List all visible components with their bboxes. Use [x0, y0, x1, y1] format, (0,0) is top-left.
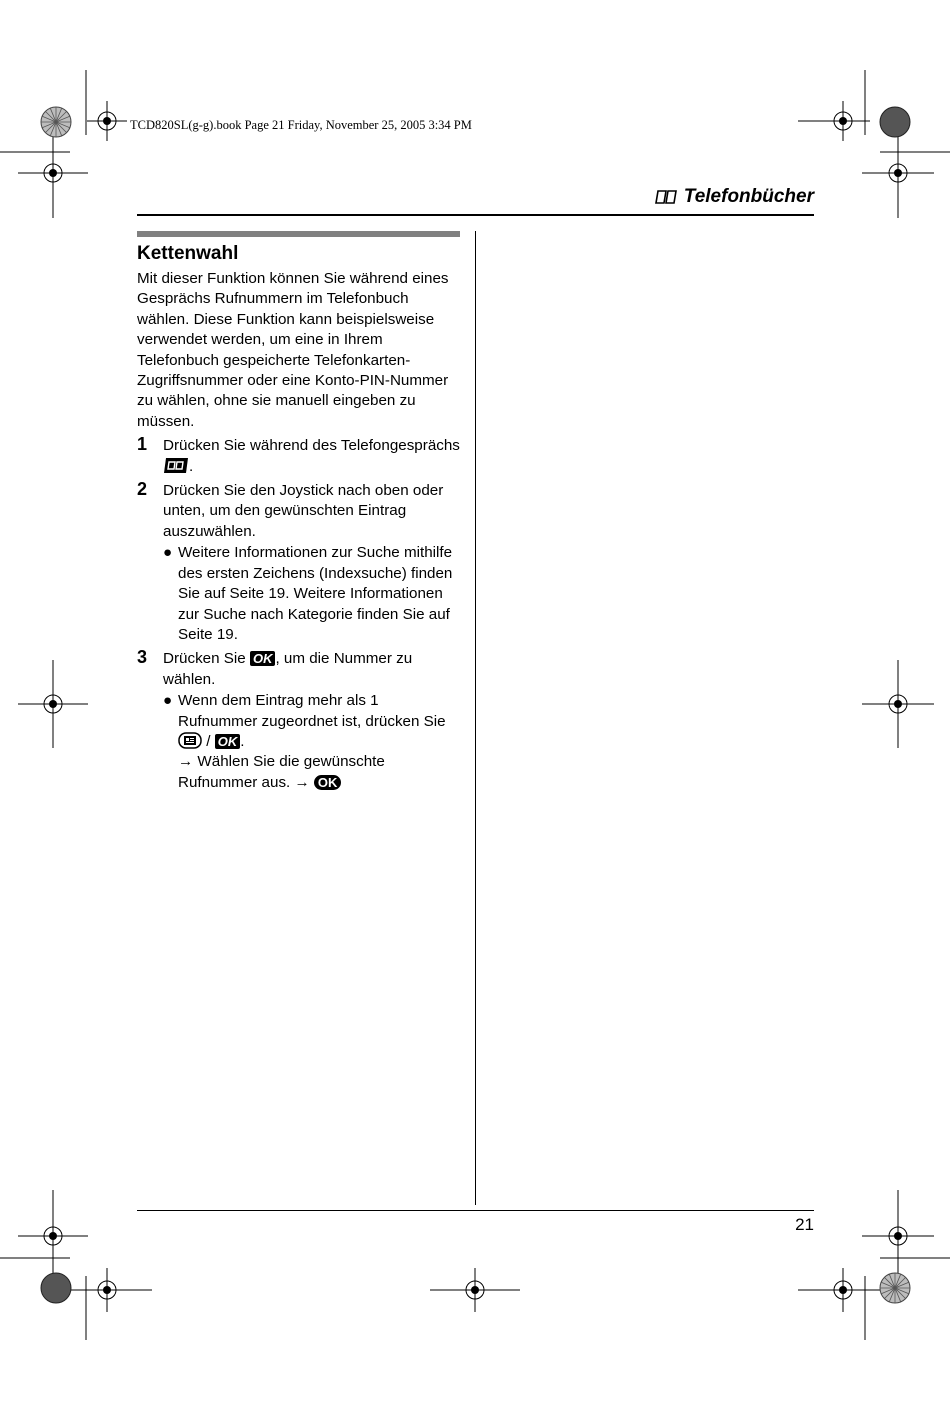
step-number: 2 [137, 479, 148, 500]
intro-text: Mit dieser Funktion können Sie während eines Gesprächs Rufnummern im Telefonbuch wählen. Diese Funktion kann beispielsweise verwendet werden, um eine in Ihrem Telefonbuch gespeicherte Telefonkarten-Zugriffsnummer oder eine Konto-PIN-Nummer zu wählen, ohne sie manuell eingeben zu müssen. [137, 270, 449, 430]
bullet-mark: ● [163, 692, 173, 710]
bullet-separator: / [206, 732, 211, 750]
column-divider [475, 231, 476, 1205]
bullet-text-post: Wählen Sie die gewünschte Rufnummer aus. [178, 753, 385, 791]
bullet-period: . [240, 732, 245, 750]
ok-key-icon: OK [314, 775, 342, 790]
step-text: Drücken Sie während des Telefongesprächs [163, 437, 460, 455]
ok-key-icon: OK [215, 734, 241, 749]
arrow-icon: → [294, 773, 310, 791]
contact-card-key-icon [178, 732, 202, 749]
step-bullet [163, 543, 462, 645]
bullet-mark: ● [163, 544, 173, 562]
book-icon [654, 188, 680, 206]
footer-rule [137, 1210, 814, 1211]
step-text-pre: Drücken Sie [163, 650, 246, 668]
page-number: 21 [795, 1215, 814, 1234]
ok-key-icon: OK [250, 651, 276, 666]
heading-bar [137, 231, 460, 237]
print-header: TCD820SL(g-g).book Page 21 Friday, November 25, 2005 3:34 PM [130, 118, 472, 132]
step-text-post: , um die Nummer zu wählen. [163, 650, 413, 688]
page-heading: Kettenwahl [137, 243, 239, 264]
section-heading [654, 186, 814, 208]
step-3 [137, 649, 462, 793]
step-number: 3 [137, 647, 148, 668]
step-end: . [189, 457, 194, 475]
step-bullet [163, 691, 462, 793]
step-text: Drücken Sie den Joystick nach oben oder unten, um den gewünschten Eintrag auszuwählen. [163, 482, 444, 540]
step-number: 1 [137, 434, 148, 455]
phonebook-key-icon [163, 457, 189, 474]
main-column [137, 242, 462, 797]
step-1 [137, 436, 462, 477]
header-rule [137, 214, 814, 216]
arrow-icon: → [178, 753, 194, 771]
bullet-text-pre: Wenn dem Eintrag mehr als 1 Rufnummer zugeordnet ist, drücken Sie [178, 692, 446, 730]
bullet-text: Weitere Informationen zur Suche mithilfe des ersten Zeichens (Indexsuche) finden Sie auf Seite 19. Weitere Informationen zur Suche nach Kategorie finden Sie auf Seite 19. [178, 544, 453, 643]
step-2 [137, 481, 462, 645]
section-title: Telefonbücher [683, 186, 814, 207]
